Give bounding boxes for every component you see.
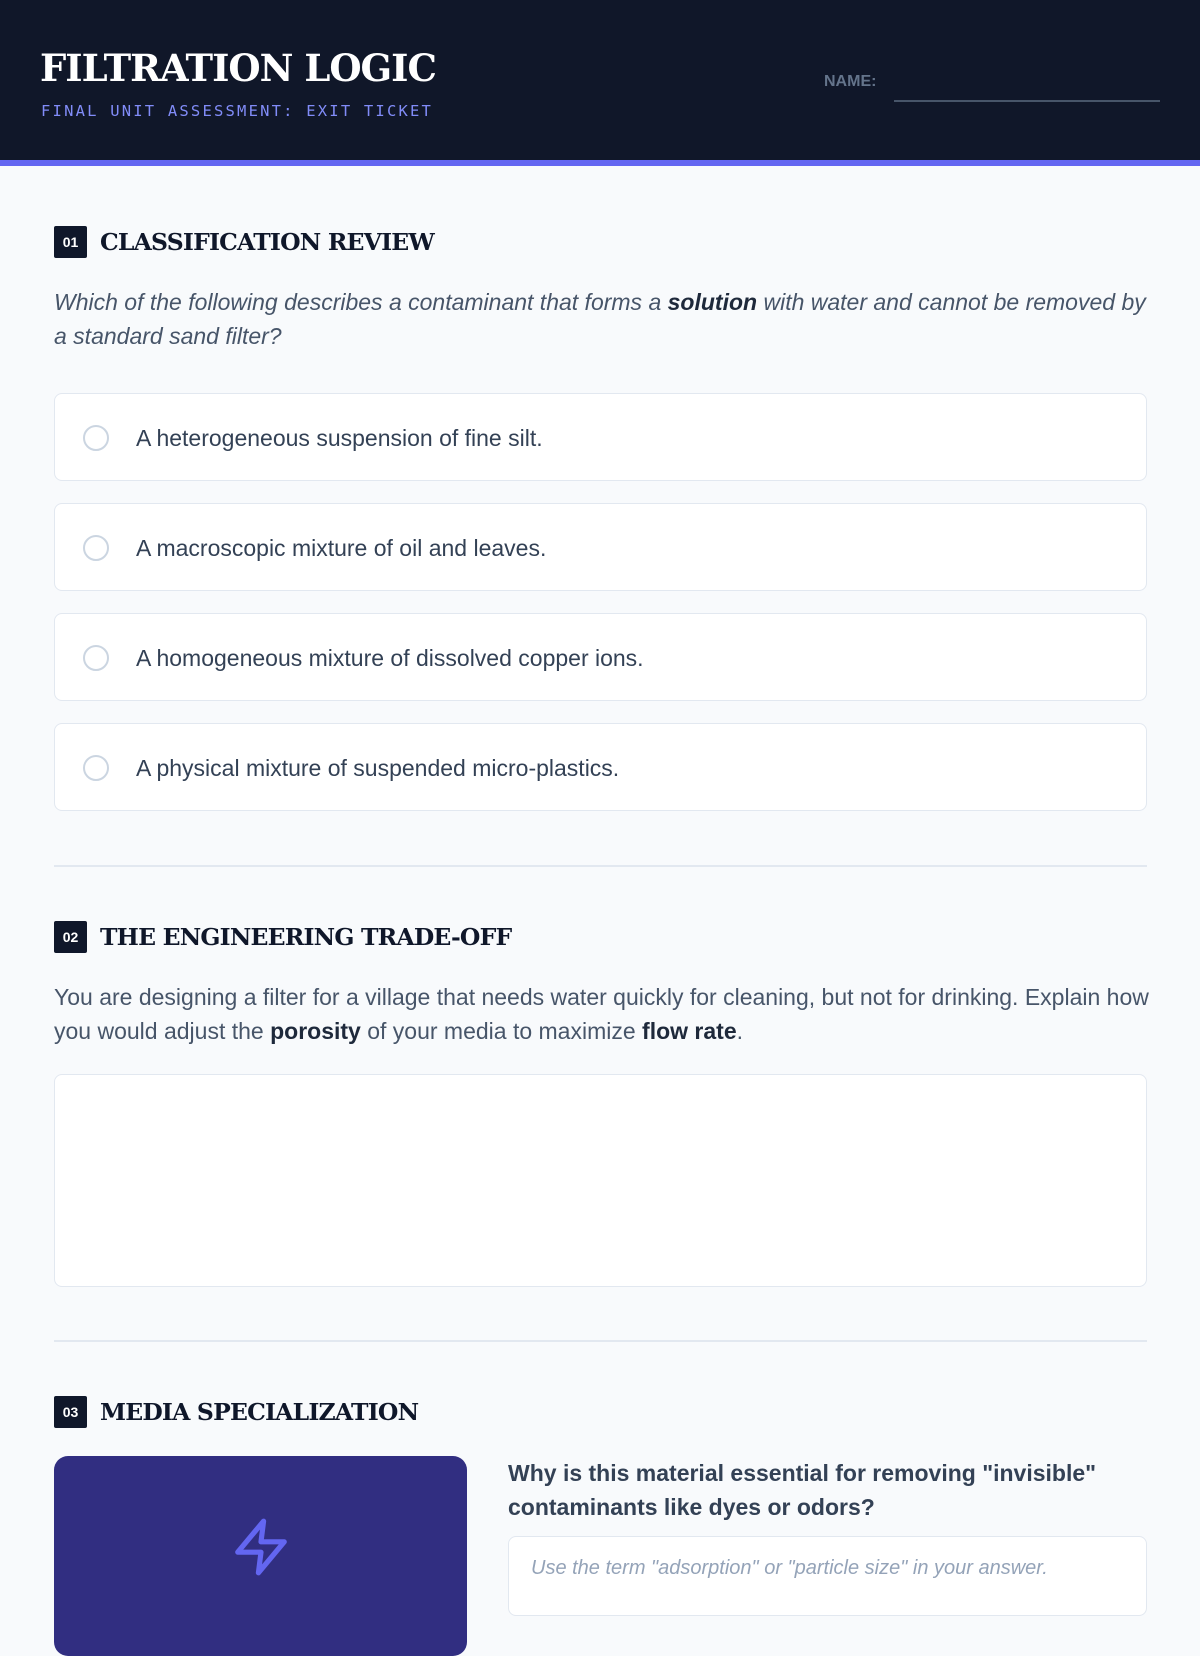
answer-option[interactable] [54, 503, 1147, 591]
option-label: A macroscopic mixture of oil and leaves. [136, 535, 547, 561]
radio-button[interactable] [83, 645, 109, 671]
section-number-badge: 01 [54, 226, 87, 258]
page-header [0, 0, 1200, 166]
page-subtitle: FINAL UNIT ASSESSMENT: EXIT TICKET [41, 102, 434, 120]
question-text-part: . [736, 1018, 744, 1044]
page-title: FILTRATION LOGIC [40, 46, 436, 90]
name-field[interactable] [894, 100, 1160, 102]
section-title: CLASSIFICATION REVIEW [100, 228, 434, 256]
lightning-bolt-icon [230, 1516, 292, 1578]
section-1-heading [54, 226, 434, 258]
section-title: THE ENGINEERING TRADE-OFF [100, 923, 512, 951]
question-text-part: Which of the following describes a contaminant that forms a [54, 289, 668, 315]
question-1-text [54, 285, 1154, 353]
section-number-badge: 03 [54, 1396, 87, 1428]
answer-option[interactable] [54, 613, 1147, 701]
name-label: NAME: [824, 73, 877, 90]
answer-textarea[interactable] [54, 1074, 1147, 1287]
radio-button[interactable] [83, 755, 109, 781]
section-3-heading [54, 1396, 418, 1428]
option-label: A heterogeneous suspension of fine silt. [136, 425, 543, 451]
radio-button[interactable] [83, 425, 109, 451]
question-keyword: solution [667, 289, 758, 315]
question-keyword: porosity [270, 1018, 361, 1044]
radio-button[interactable] [83, 535, 109, 561]
section-divider [54, 1340, 1147, 1342]
answer-option[interactable] [54, 723, 1147, 811]
section-2-heading [54, 921, 511, 953]
section-divider [54, 865, 1147, 867]
question-3-prompt: Why is this material essential for removing "invisible" contaminants like dyes or odors? [508, 1460, 1097, 1520]
option-label: A homogeneous mixture of dissolved copper ions. [136, 645, 644, 671]
option-label: A physical mixture of suspended micro-plastics. [136, 755, 620, 781]
question-text-part: of your media to maximize [360, 1018, 643, 1044]
question-text-part: You are designing a filter for a village that needs water quickly for cleaning, but not for drinking. Explain how you would adjust the [54, 984, 1149, 1044]
media-card [54, 1456, 467, 1656]
section-title: MEDIA SPECIALIZATION [100, 1398, 419, 1426]
answer-option[interactable] [54, 393, 1147, 481]
section-number-badge: 02 [54, 921, 87, 953]
answer-textarea[interactable] [508, 1536, 1147, 1616]
question-2-text [54, 980, 1164, 1048]
question-keyword: flow rate [642, 1018, 737, 1044]
question-text-part: with water and cannot be removed by a standard sand filter? [54, 289, 1146, 349]
